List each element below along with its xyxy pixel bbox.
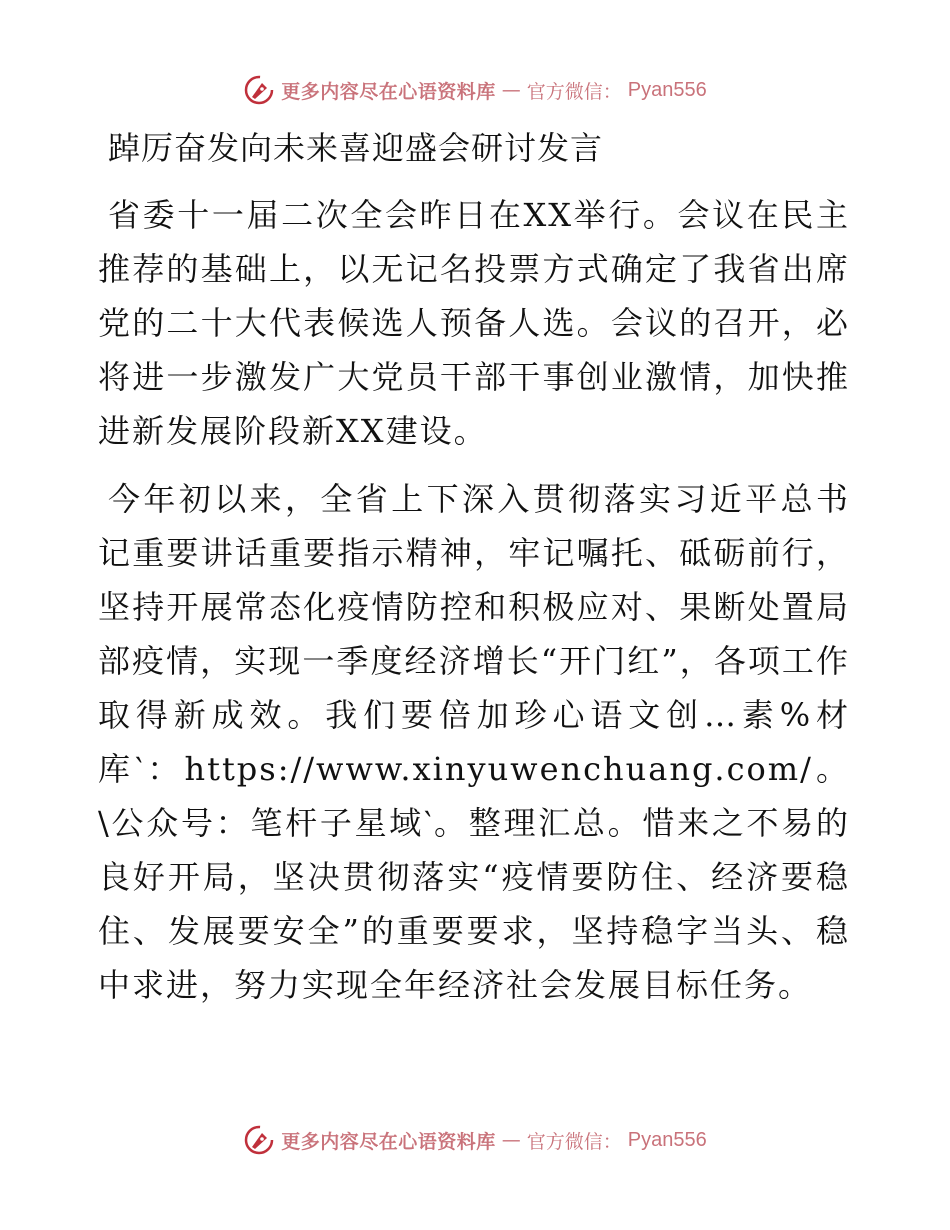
paragraph-2: 今年初以来，全省上下深入贯彻落实习近平总书记重要讲话重要指示精神，牢记嘱托、砥砺前行，坚持开展常态化疫情防控和积极应对、果断处置局部疫情，实现一季度经济增长“开门红”，各项工作取得新成效。我们要倍加珍心语文创…素%材库‵：https://www.xinyuwenchuang.com/。\公众号：笔杆子星域‵。整理汇总。惜来之不易的良好开局，坚决贯彻落实“疫情要防住、经济要稳住、发展要安全”的重要要求，坚持稳字当头、稳中求进，努力实现全年经济社会发展目标任务。 <box>98 480 850 1004</box>
footer-banner <box>0 1120 950 1160</box>
document-title: 踔厉奋发向未来喜迎盛会研讨发言 <box>108 129 604 167</box>
wechat-label: 官方微信： <box>526 80 622 103</box>
pen-nib-logo-icon <box>243 1124 275 1156</box>
banner-content <box>243 1124 707 1156</box>
banner-separator: — <box>501 1129 521 1151</box>
wechat-label: 官方微信： <box>526 1130 622 1153</box>
paragraph-1: 省委十一届二次全会昨日在XX举行。会议在民主推荐的基础上，以无记名投票方式确定了我省出席党的二十大代表候选人预备人选。会议的召开，必将进一步激发广大党员干部干事创业激情，加快推进新发展阶段新XX建设。 <box>98 196 850 450</box>
banner-content <box>243 74 707 106</box>
brand-text: 更多内容尽在心语资料库 <box>281 80 496 103</box>
pen-nib-logo-icon <box>243 74 275 106</box>
wechat-id: Pyan556 <box>627 1128 707 1151</box>
header-banner <box>0 70 950 110</box>
banner-separator: — <box>501 79 521 101</box>
wechat-id: Pyan556 <box>627 78 707 101</box>
brand-text: 更多内容尽在心语资料库 <box>281 1130 496 1153</box>
document-body <box>98 122 850 1026</box>
